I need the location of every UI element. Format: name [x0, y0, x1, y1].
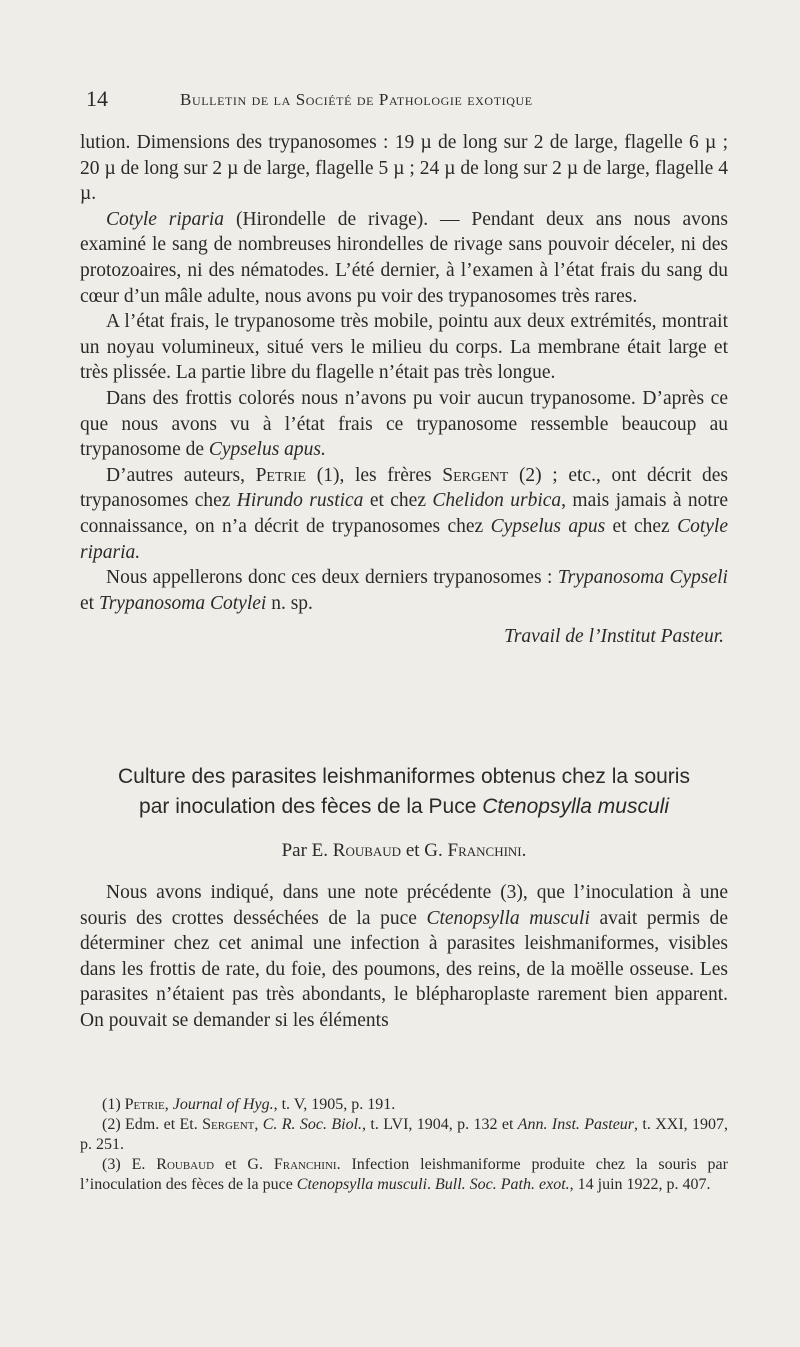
text-run: Par E. — [281, 840, 333, 861]
text-run: , 14 juin 1922, p. 407. — [569, 1176, 711, 1193]
species-name: Cotyle riparia — [106, 208, 225, 230]
text-run: n. sp. — [266, 592, 313, 614]
text-run: (1), les frères — [306, 464, 443, 486]
text-run: . Infection leishmaniforme produite chez la souris par l’inoculation des fèces de la puce — [80, 1156, 728, 1193]
author-name: Roubaud — [156, 1156, 215, 1173]
article-body — [80, 880, 728, 1034]
text-run: , t. XXI, 1907, p. 251. — [80, 1116, 729, 1153]
paragraph — [80, 386, 728, 463]
text-run: et — [80, 592, 99, 614]
author-name: Petrie — [255, 464, 307, 486]
paragraph-text: (Hirondelle de rivage). — Pendant deux ans nous avons examiné le sang de nombreuses hirondelles de rivage sans pouvoir déceler, ni des protozoaires, ni des nématodes. L’été dernier, à l’examen à l’état frais du sang du cœur d’un mâle adulte, nous avons pu voir des trypanosomes très rares. — [80, 208, 728, 307]
text-run: avait permis de déterminer chez cet animal une infection à parasites leishmaniformes, visibles dans les frottis de rate, du foie, des poumons, des reins, de la moëlle osseuse. Les parasites n’étaient pas très abondants, le blépharoplaste rarement bien apparent. On pouvait se demander si les éléments — [80, 907, 728, 1031]
footnote — [80, 1115, 728, 1155]
running-header — [80, 86, 728, 116]
author-name: Sergent — [442, 464, 509, 486]
footnote — [80, 1155, 728, 1195]
title-line — [80, 792, 728, 822]
text-run: et G. — [401, 840, 448, 861]
author-name: Franchini — [273, 1156, 337, 1173]
species-name: Ctenopsylla musculi — [482, 795, 669, 818]
title-line: Culture des parasites leishmaniformes obtenus chez la souris — [118, 765, 690, 788]
authors — [80, 840, 728, 862]
text-run: et chez — [363, 490, 433, 512]
journal-name: C. R. Soc. Biol. — [262, 1116, 363, 1133]
text-run: (2) ; etc., ont décrit des trypanosomes chez — [80, 464, 728, 512]
text-run: (3) E. — [102, 1156, 157, 1173]
text-run: , t. LVI, 1904, p. 132 et — [362, 1116, 518, 1133]
paragraph-text: A l’état frais, le trypanosome très mobile, pointu aux deux extrémités, montrait un noyau volumineux, situé vers le milieu du corps. La membrane était large et très plissée. La partie libre du flagelle n’était pas très longue. — [80, 311, 728, 384]
species-name: Cypselus apus. — [208, 439, 326, 461]
page-number: 14 — [86, 86, 108, 111]
footnotes — [80, 1095, 728, 1195]
text-run: Nous appellerons donc ces deux derniers trypanosomes : — [106, 567, 558, 589]
text-run: , mais jamais à notre connaissance, on n’a décrit de trypanosomes chez — [80, 490, 728, 537]
author-name: Petrie — [124, 1096, 165, 1113]
text-run: , — [254, 1116, 263, 1133]
text-run: par inoculation des fèces de la Puce — [139, 795, 483, 818]
journal-name: Journal of Hyg. — [172, 1096, 274, 1113]
text-run: , — [164, 1096, 173, 1113]
text-run: D’autres auteurs, — [106, 464, 256, 486]
author-name: Sergent — [202, 1116, 255, 1133]
paragraph — [80, 463, 728, 565]
journal-name: Ann. Inst. Pasteur — [517, 1116, 635, 1133]
text-run: , t. V, 1905, p. 191. — [273, 1096, 396, 1113]
species-name: Ctenopsylla musculi — [426, 907, 590, 929]
signature: Travail de l’Institut Pasteur. — [504, 626, 724, 648]
journal-name: Bull. Soc. Path. exot. — [435, 1176, 570, 1193]
paragraph — [80, 309, 728, 386]
species-name: Cypselus apus — [490, 515, 606, 537]
running-title: Bulletin de la Société de Pathologie exotique — [180, 90, 533, 109]
text-run: (1) — [102, 1096, 125, 1113]
species-name: Ctenopsylla musculi — [296, 1176, 428, 1193]
paragraph — [80, 130, 728, 207]
species-name: Chelidon urbica — [432, 490, 562, 512]
text-run: Nous avons indiqué, dans une note précédente (3), que l’inoculation à une souris des crottes desséchées de la puce — [80, 882, 728, 929]
article-title — [80, 762, 728, 822]
previous-article-continuation — [80, 130, 728, 650]
text-run: et G. — [214, 1156, 274, 1173]
species-name: Trypanosoma Cypseli — [557, 567, 728, 589]
text-run: (2) Edm. et Et. — [102, 1116, 203, 1133]
text-run: et chez — [605, 515, 678, 537]
paragraph-text: Dans des frottis colorés nous n’avons pu voir aucun trypanosome. D’après ce que nous avons vu à l’état frais ce trypanosome ressemble beaucoup au trypanosome de — [80, 387, 728, 461]
paragraph — [80, 565, 728, 616]
author-name: Roubaud — [332, 840, 402, 861]
paragraph — [80, 207, 728, 309]
footnote — [80, 1095, 728, 1115]
text-run: . — [427, 1176, 436, 1193]
author-name: Franchini. — [447, 840, 527, 861]
paragraph — [80, 880, 728, 1034]
species-name: Hirundo rustica — [236, 490, 364, 512]
paragraph-text: lution. Dimensions des trypanosomes : 19 µ de long sur 2 de large, flagelle 6 µ ; 20 µ de long sur 2 µ de large, flagelle 5 µ ; 24 µ de long sur 2 µ de large, flagelle 4 µ. — [80, 132, 728, 205]
species-name: Cotyle riparia. — [80, 515, 728, 563]
species-name: Trypanosoma Cotylei — [98, 592, 267, 614]
